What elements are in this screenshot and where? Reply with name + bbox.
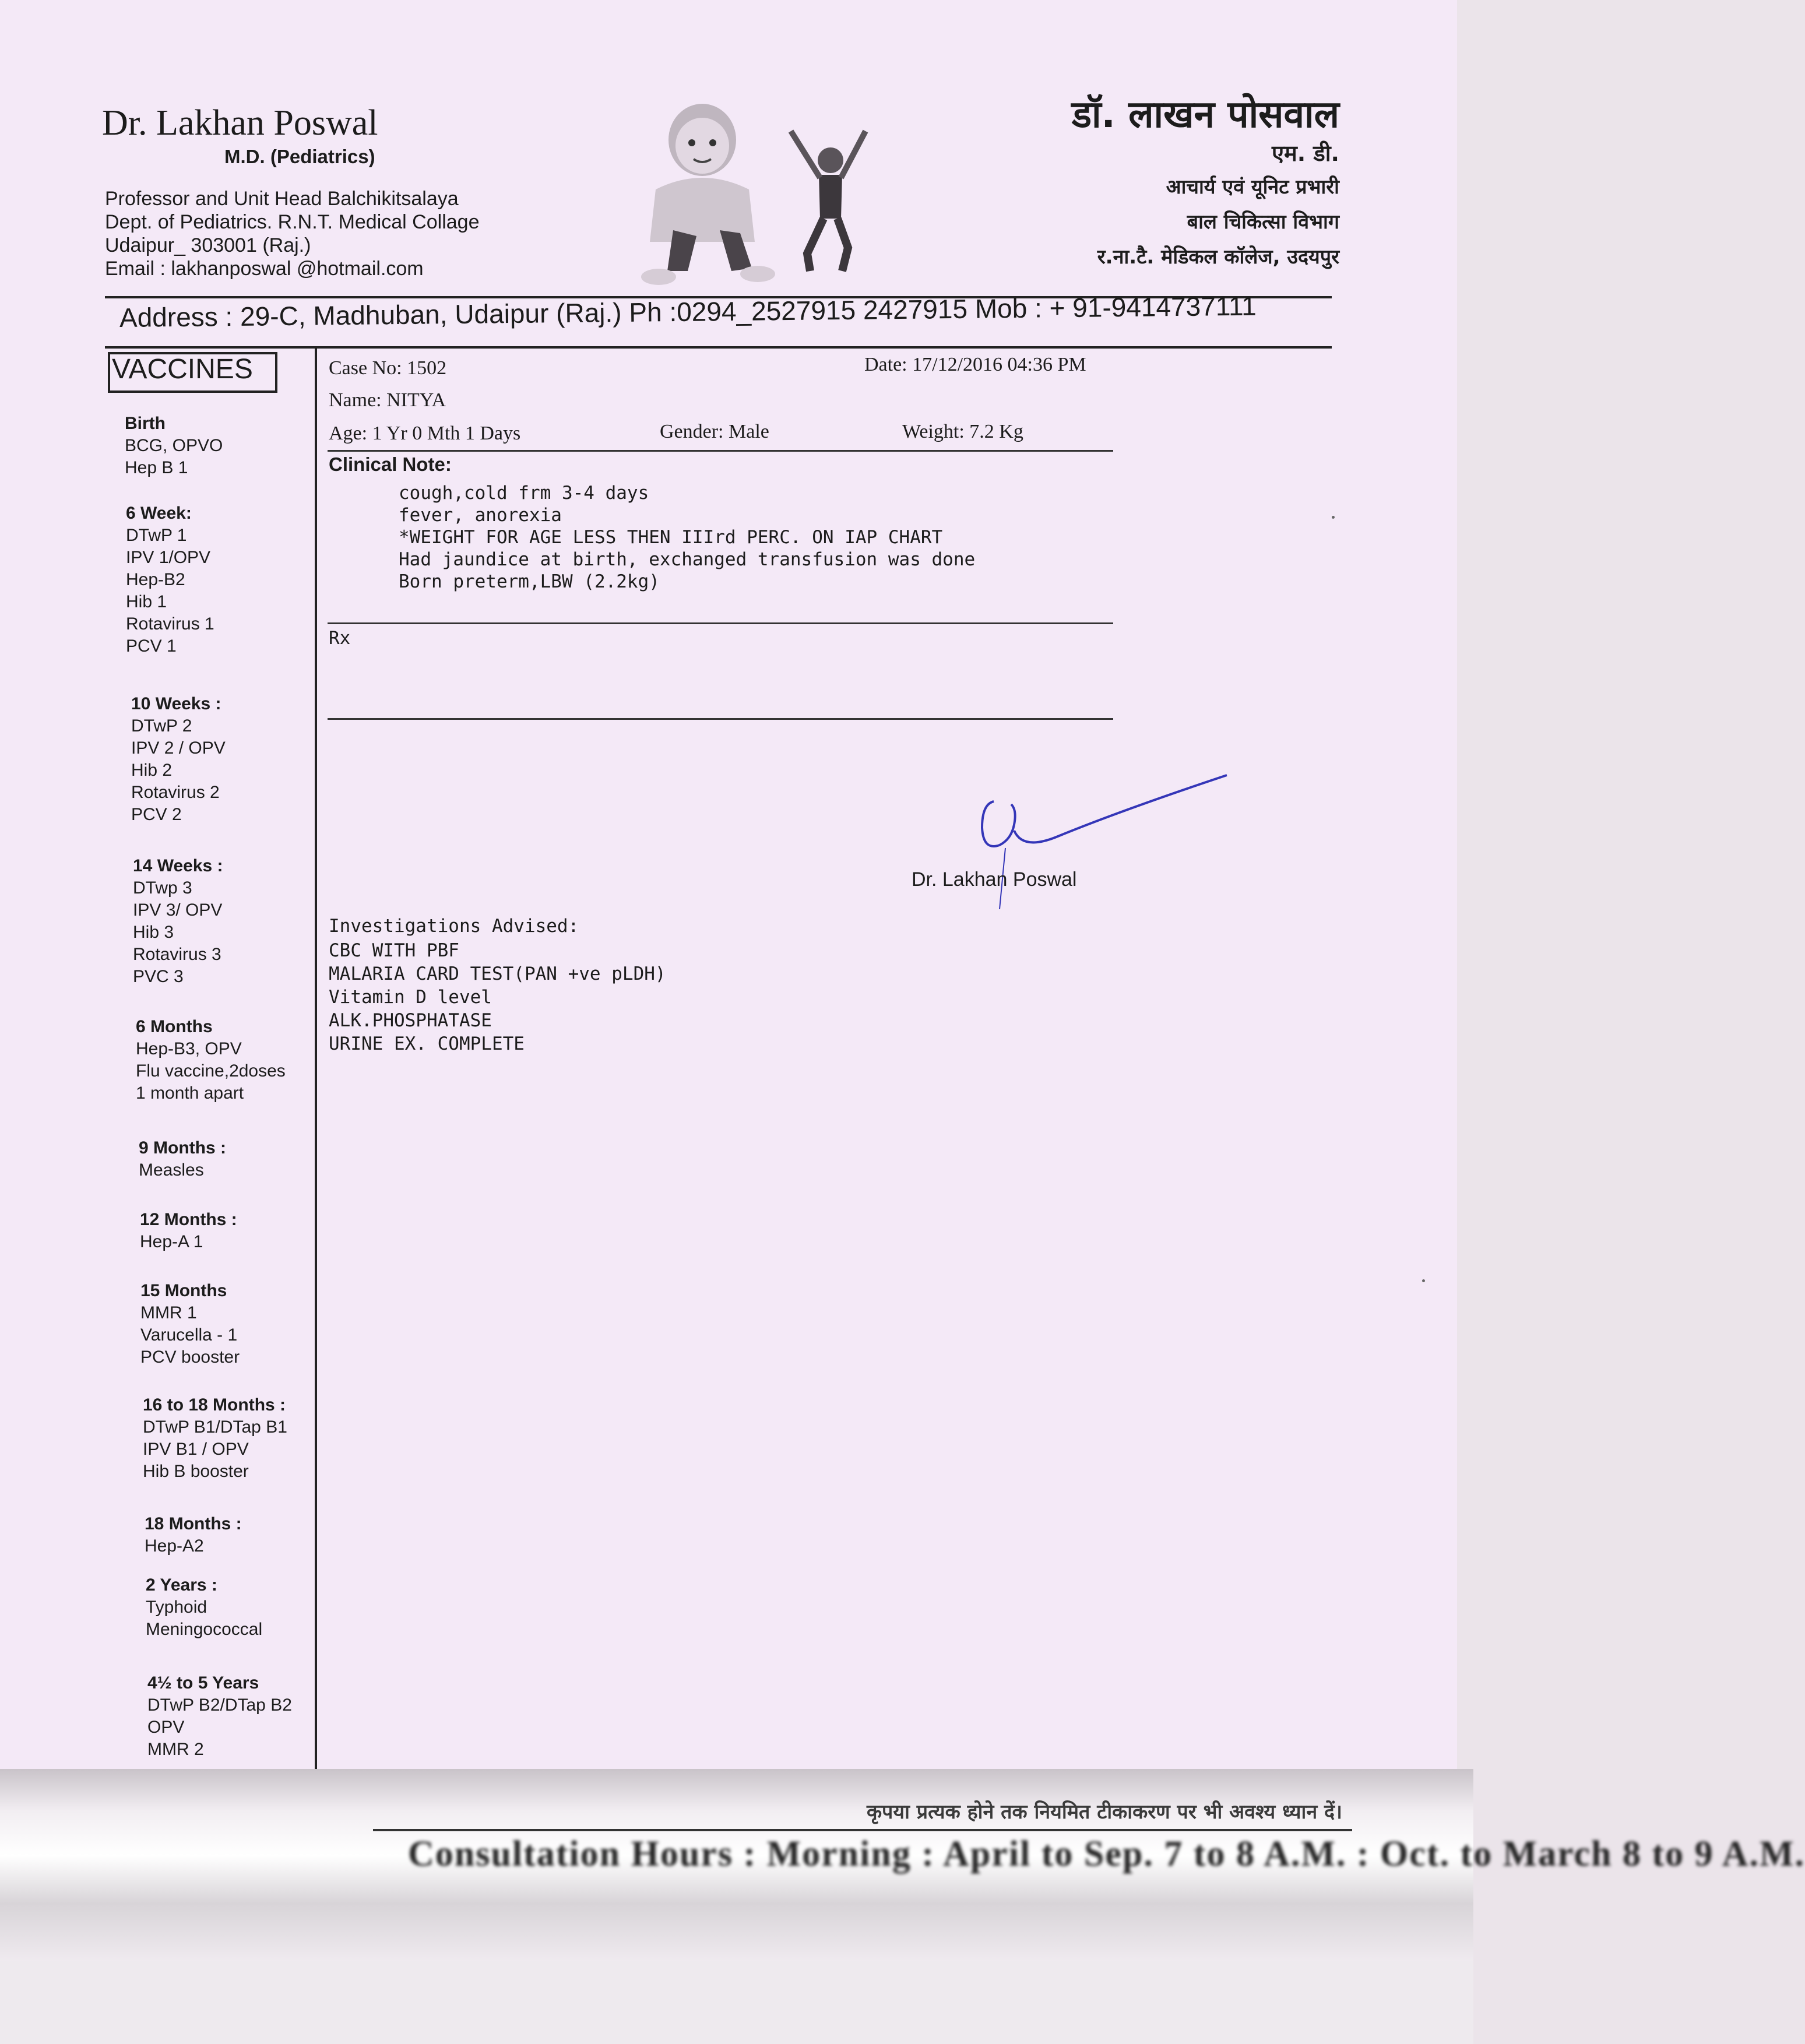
vaccine-group-head: 14 Weeks : (133, 856, 223, 875)
doctor-email: Email : lakhanposwal @hotmail.com (105, 258, 424, 280)
vaccine-item: DTwP 2 (131, 716, 192, 736)
header-line-hi: आचार्य एवं यूनिट प्रभारी (1166, 175, 1339, 199)
doctor-signature (970, 769, 1233, 915)
vaccine-item: Hep B 1 (125, 458, 188, 477)
footer-hindi-note: कृपया प्रत्यक होने तक नियमित टीकाकरण पर भी अवश्य ध्यान दें। (866, 1800, 1342, 1824)
vaccine-group-head: 12 Months : (140, 1210, 237, 1229)
investigation-item: Vitamin D level (329, 987, 492, 1008)
doctor-degree-hi: एम. डी. (1271, 140, 1339, 166)
clinical-note-line: fever, anorexia (399, 505, 562, 526)
clinical-note-line: Born preterm,LBW (2.2kg) (399, 571, 660, 592)
address-divider (105, 346, 1332, 349)
children-photo (632, 96, 895, 294)
clinical-notes (399, 482, 975, 593)
patient-age: Age: 1 Yr 0 Mth 1 Days (329, 423, 521, 444)
vaccines-title: VACCINES (112, 354, 253, 385)
consultation-hours: Consultation Hours : Morning : April to Sep. 7 to 8 A.M. : Oct. to March 8 to 9 A.M. (408, 1834, 1805, 1874)
vaccine-item: OPV (147, 1718, 185, 1737)
bottom-paper (0, 1961, 1473, 2044)
vaccine-item: PVC 3 (133, 967, 184, 986)
vaccine-item: MMR 1 (140, 1303, 197, 1322)
patient-name: Name: NITYA (329, 389, 446, 411)
header-line-en: Udaipur_ 303001 (Raj.) (105, 234, 311, 256)
signature-name: Dr. Lakhan Poswal (912, 868, 1077, 891)
vaccine-item: MMR 2 (147, 1740, 204, 1759)
clinical-note-line: Had jaundice at birth, exchanged transfusion was done (399, 549, 976, 570)
doctor-name-en: Dr. Lakhan Poswal (102, 103, 378, 143)
clinical-note-line: cough,cold frm 3-4 days (399, 483, 649, 504)
clinical-note-label: Clinical Note: (329, 453, 452, 475)
patient-gender: Gender: Male (660, 421, 769, 442)
vaccine-group-head: 6 Months (136, 1017, 213, 1036)
vaccine-group-head: 9 Months : (139, 1138, 226, 1158)
sidebar-divider (315, 349, 317, 1776)
doctor-name-hi: डॉ. लाखन पोसवाल (1071, 93, 1339, 136)
investigations-list (329, 939, 666, 1056)
vaccine-item: PCV booster (140, 1348, 240, 1367)
header-line-hi: बाल चिकित्सा विभाग (1187, 210, 1339, 234)
vaccine-item: DTwP B2/DTap B2 (147, 1695, 292, 1715)
vaccine-item: Hep-B2 (126, 570, 185, 589)
vaccine-group (145, 1513, 242, 1557)
vaccine-group (136, 1016, 286, 1104)
vaccine-group (133, 855, 223, 988)
rx-divider (328, 718, 1113, 720)
investigation-item: CBC WITH PBF (329, 940, 459, 961)
vaccine-group-head: 10 Weeks : (131, 694, 221, 713)
paper-speck (1422, 1279, 1425, 1282)
doctor-degree-en: M.D. (Pediatrics) (224, 146, 375, 167)
vaccine-item: Hib 3 (133, 923, 174, 942)
vaccine-item: Hep-A2 (145, 1536, 204, 1556)
vaccine-group-head: 4½ to 5 Years (147, 1673, 259, 1693)
case-number: Case No: 1502 (329, 357, 447, 379)
vaccine-group-head: 2 Years : (146, 1575, 217, 1595)
vaccine-item: IPV B1 / OPV (143, 1440, 249, 1459)
investigation-item: URINE EX. COMPLETE (329, 1033, 525, 1054)
paper-speck (1332, 516, 1335, 519)
vaccine-item: 1 month apart (136, 1083, 244, 1103)
investigation-item: MALARIA CARD TEST(PAN +ve pLDH) (329, 963, 666, 984)
rx-label: Rx (329, 628, 351, 649)
vaccine-item: DTwp 3 (133, 878, 192, 898)
vaccine-item: DTwP B1/DTap B1 (143, 1417, 287, 1437)
vaccine-group (147, 1672, 292, 1761)
vaccine-group (131, 693, 226, 826)
vaccine-group (140, 1209, 237, 1253)
vaccine-item: Measles (139, 1160, 204, 1180)
investigations-label: Investigations Advised: (329, 916, 579, 937)
vaccine-item: Varucella - 1 (140, 1325, 238, 1345)
notes-divider (328, 622, 1113, 624)
vaccine-item: Hib B booster (143, 1462, 249, 1481)
vaccine-item: Hib 1 (126, 592, 167, 611)
clinical-note-line: *WEIGHT FOR AGE LESS THEN IIIrd PERC. ON IAP CHART (399, 527, 943, 548)
vaccine-group (139, 1137, 226, 1181)
vaccine-item: Meningococcal (146, 1620, 263, 1639)
header-line-en: Dept. of Pediatrics. R.N.T. Medical Collage (105, 211, 480, 233)
vaccine-item: Rotavirus 3 (133, 945, 221, 964)
vaccine-group-head: 15 Months (140, 1281, 227, 1300)
vaccine-item: Rotavirus 2 (131, 783, 220, 802)
vaccine-item: BCG, OPVO (125, 436, 223, 455)
vaccine-item: Hep-B3, OPV (136, 1039, 242, 1058)
vaccine-item: Hep-A 1 (140, 1232, 203, 1251)
vaccine-group-head: Birth (125, 414, 166, 433)
vaccine-group (126, 502, 214, 657)
patient-weight: Weight: 7.2 Kg (902, 421, 1023, 442)
vaccine-group-head: 18 Months : (145, 1514, 242, 1533)
vaccine-group-head: 6 Week: (126, 504, 192, 523)
header-line-hi: र.ना.टै. मेडिकल कॉलेज, उदयपुर (1097, 245, 1339, 269)
vaccine-item: PCV 2 (131, 805, 182, 824)
vaccine-item: Typhoid (146, 1598, 207, 1617)
footer-divider (373, 1829, 1352, 1831)
vaccine-item: Hib 2 (131, 761, 173, 780)
info-divider (328, 450, 1113, 452)
vaccine-item: Rotavirus 1 (126, 614, 214, 634)
vaccine-item: DTwP 1 (126, 526, 187, 545)
footer-strip (0, 1789, 1805, 1874)
vaccine-group (140, 1280, 240, 1368)
header-line-en: Professor and Unit Head Balchikitsalaya (105, 188, 459, 210)
vaccine-item: IPV 2 / OPV (131, 738, 226, 758)
vaccine-group (125, 413, 223, 479)
vaccine-item: IPV 1/OPV (126, 548, 211, 567)
vaccine-group (143, 1394, 287, 1483)
vaccine-item: Flu vaccine,2doses (136, 1061, 286, 1081)
vaccine-group (146, 1574, 262, 1641)
investigation-item: ALK.PHOSPHATASE (329, 1010, 492, 1031)
case-date: Date: 17/12/2016 04:36 PM (864, 354, 1086, 375)
vaccine-group-head: 16 to 18 Months : (143, 1395, 286, 1415)
vaccine-item: PCV 1 (126, 636, 177, 656)
clinic-address: Address : 29-C, Madhuban, Udaipur (Raj.) Ph :0294_2527915 2427915 Mob : + 91-9414737111 (119, 290, 1257, 333)
vaccine-item: IPV 3/ OPV (133, 900, 223, 920)
